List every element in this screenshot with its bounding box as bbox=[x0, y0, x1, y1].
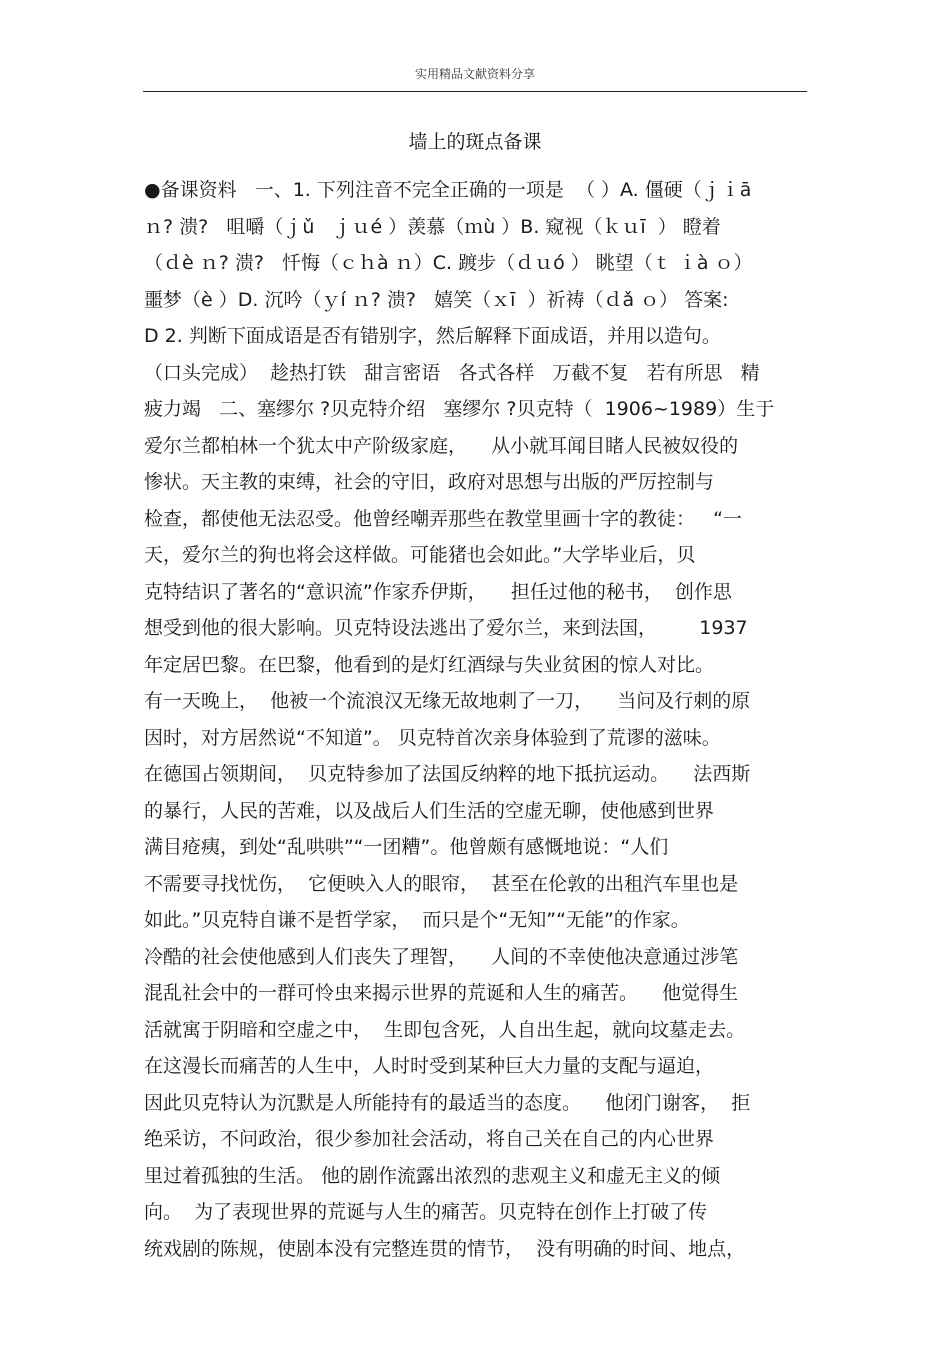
body-line: 惨状。天主教的束缚，社会的守旧，政府对思想与出版的严厉控制与 bbox=[144, 471, 715, 493]
body-line: 天，爱尔兰的狗也将会这样做。可能猪也会如此。”大学毕业后，贝 bbox=[144, 544, 696, 566]
document-body bbox=[144, 172, 814, 1267]
body-line: 冷酷的社会使他感到人们丧失了理智， 人间的不幸使他决意通过涉笔 bbox=[144, 945, 739, 968]
body-line: 年定居巴黎。在巴黎，他看到的是灯红酒绿与失业贫困的惊人对比。 bbox=[144, 653, 715, 676]
document-title: 墙上的斑点备课 bbox=[408, 131, 542, 153]
body-line: 因此贝克特认为沉默是人所能持有的最适当的态度。 他闭门谢客， 拒 bbox=[144, 1091, 751, 1114]
body-line: 混乱社会中的一群可怜虫来揭示世界的荒诞和人生的痛苦。 他觉得生 bbox=[144, 982, 739, 1004]
body-line: ●备课资料 一、1. 下列注音不完全正确的一项是 （ ）A. 僵硬（ｊｉā bbox=[144, 179, 752, 201]
body-line: 不需要寻找忧伤， 它便映入人的眼帘， 甚至在伦敦的出租汽车里也是 bbox=[144, 872, 739, 895]
body-line: D 2. 判断下面成语是否有错别字，然后解释下面成语，并用以造句。 bbox=[144, 325, 721, 347]
body-line: （ｄè ｎ? 溃? 忏悔（ｃｈà ｎ）C. 踱步（ｄｕó ） 眺望（ｔ ｉà ｏ） bbox=[144, 252, 753, 274]
body-line: 的暴行，人民的苦难，以及战后人们生活的空虚无聊，使他感到世界 bbox=[144, 799, 715, 822]
body-line: 如此。”贝克特自谦不是哲学家， 而只是个“无知”“无能”的作家。 bbox=[144, 909, 690, 931]
body-line: 疲力竭 二、塞缪尔 ?贝克特介绍 塞缪尔 ?贝克特（ 1906~1989）生于 bbox=[144, 398, 775, 420]
body-line: 有一天晚上， 他被一个流浪汉无缘无故地刺了一刀， 当问及行刺的原 bbox=[144, 690, 751, 712]
body-line: 因时，对方居然说“不知道”。 贝克特首次亲身体验到了荒谬的滋味。 bbox=[144, 726, 721, 749]
body-line: 在德国占领期间， 贝克特参加了法国反纳粹的地下抵抗运动。 法西斯 bbox=[144, 763, 751, 785]
body-line: 向。 为了表现世界的荒诞与人生的痛苦。贝克特在创作上打破了传 bbox=[144, 1201, 708, 1223]
body-line: 克特结识了著名的“意识流”作家乔伊斯， 担任过他的秘书， 创作思 bbox=[144, 580, 732, 603]
body-line: 活就寓于阴暗和空虚之中， 生即包含死，人自出生起，就向坟墓走去。 bbox=[144, 1018, 746, 1041]
body-line: 爱尔兰都柏林一个犹太中产阶级家庭， 从小就耳闻目睹人民被奴役的 bbox=[144, 434, 739, 457]
body-line: 想受到他的很大影响。贝克特设法逃出了爱尔兰，来到法国， 1937 bbox=[144, 617, 748, 639]
body-line: 绝采访，不问政治，很少参加社会活动，将自己关在自己的内心世界 bbox=[144, 1128, 715, 1150]
page-header: 实用精品文献资料分享 bbox=[414, 67, 535, 81]
body-line: 噩梦（è ）D. 沉吟（ｙí ｎ? 溃? 嬉笑（ｘī ）祈祷（ｄǎ ｏ） 答案: bbox=[144, 288, 729, 311]
body-line: 在这漫长而痛苦的人生中，人时时受到某种巨大力量的支配与逼迫， bbox=[144, 1055, 715, 1077]
body-line: （口头完成） 趁热打铁 甜言密语 各式各样 万截不复 若有所思 精 bbox=[144, 361, 760, 384]
body-line: 里过着孤独的生活。 他的剧作流露出浓烈的悲观主义和虚无主义的倾 bbox=[144, 1164, 721, 1187]
header-divider bbox=[143, 91, 807, 92]
body-line: ｎ? 溃? 咀嚼（ｊǔ ｊｕé ）羡慕（ｍù ）B. 窥视（ｋｕī ） 瞪着 bbox=[144, 215, 721, 238]
body-line: 检查，都使他无法忍受。他曾经嘲弄那些在教堂里画十字的教徒： “一 bbox=[144, 507, 742, 530]
body-line: 满目疮痍，到处“乱哄哄”“一团糟”。他曾颇有感慨地说：“人们 bbox=[144, 836, 669, 858]
body-line: 统戏剧的陈规，使剧本没有完整连贯的情节， 没有明确的时间、地点， bbox=[144, 1237, 746, 1260]
